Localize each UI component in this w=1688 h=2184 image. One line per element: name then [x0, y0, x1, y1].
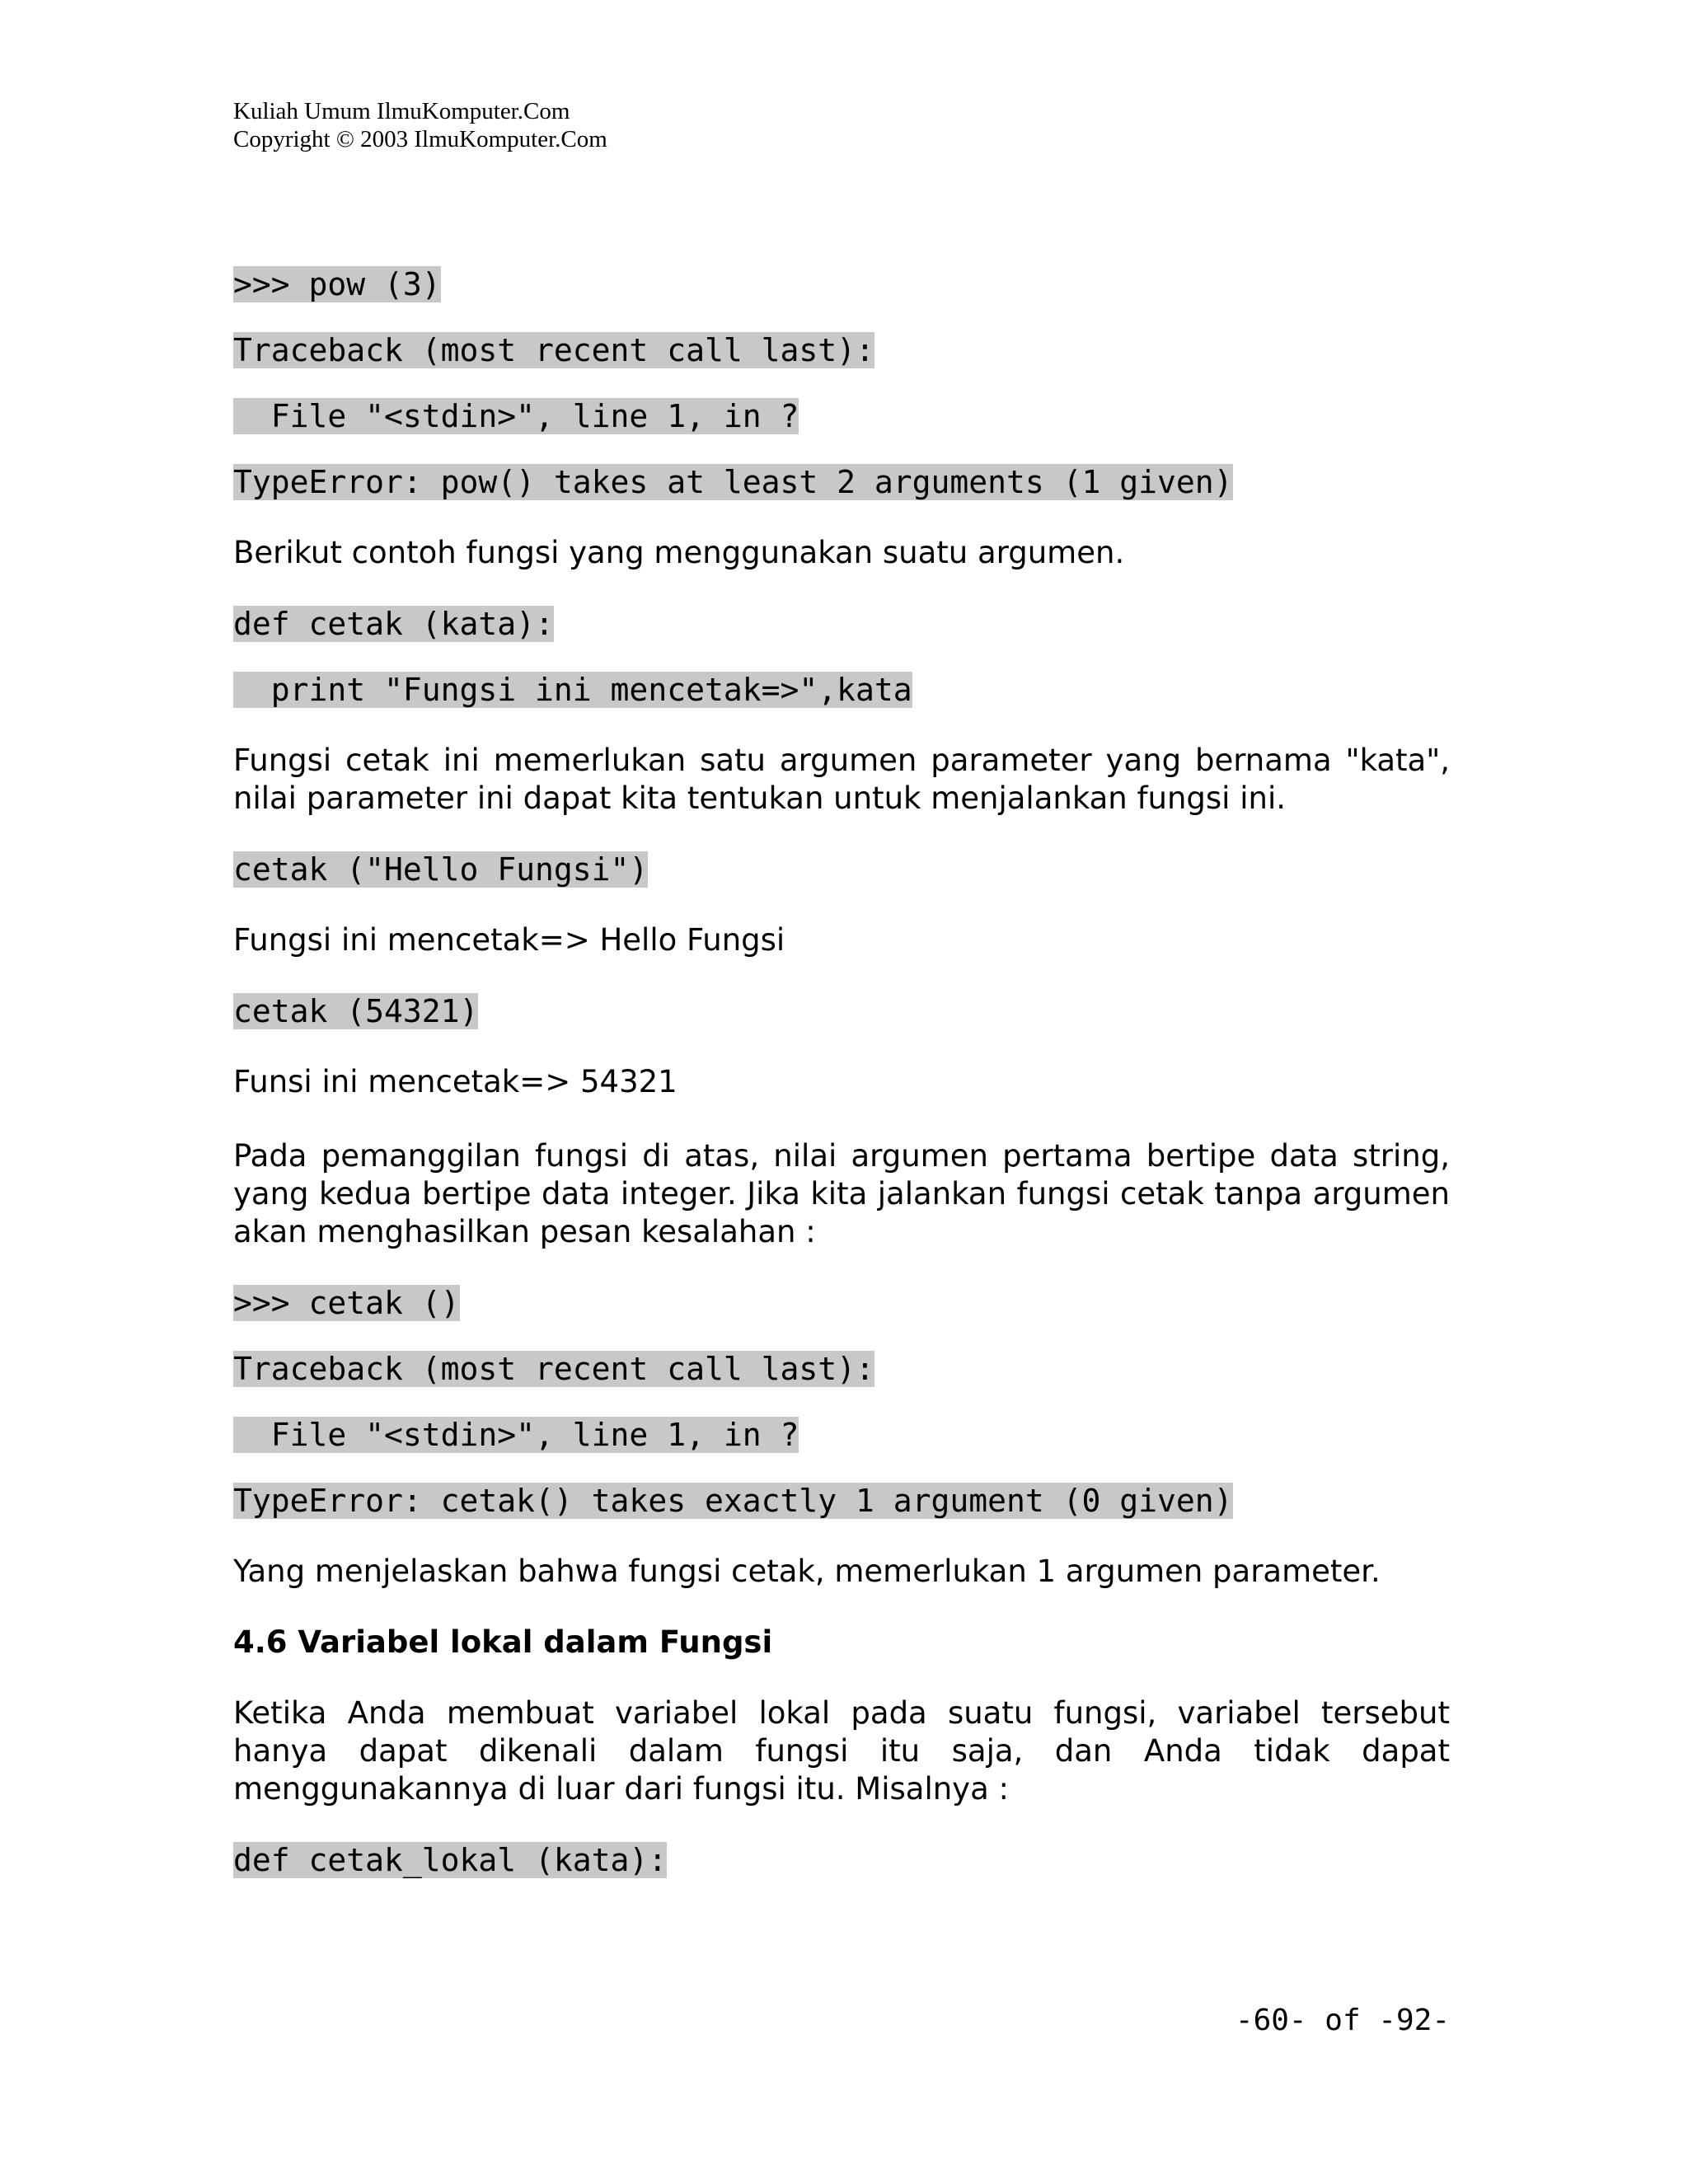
paragraph: Fungsi cetak ini memerlukan satu argumen parameter yang bernama "kata", nilai parameter ini dapat kita tentukan untuk menjalankan fungsi ini.: [233, 743, 1450, 816]
code-line: >>> pow (3): [233, 266, 441, 302]
code-line: print "Fungsi ini mencetak=>",kata: [233, 672, 912, 708]
section-heading: 4.6 Variabel lokal dalam Fungsi: [233, 1624, 773, 1660]
header-copyright: Copyright © 2003 IlmuKomputer.Com: [233, 126, 607, 152]
code-line: def cetak (kata):: [233, 606, 554, 642]
header-title: Kuliah Umum IlmuKomputer.Com: [233, 98, 570, 124]
paragraph: Berikut contoh fungsi yang menggunakan suatu argumen.: [233, 535, 1125, 570]
paragraph: Pada pemanggilan fungsi di atas, nilai argumen pertama bertipe data string, yang kedua bertipe data integer. Jika kita jalankan fungsi cetak tanpa argumen akan menghasilkan pesan kesalahan :: [233, 1138, 1450, 1249]
code-line: def cetak_lokal (kata):: [233, 1842, 668, 1878]
paragraph: Yang menjelaskan bahwa fungsi cetak, memerlukan 1 argumen parameter.: [233, 1554, 1381, 1589]
paragraph: Funsi ini mencetak=> 54321: [233, 1064, 678, 1099]
document-body: [233, 265, 1450, 1907]
code-line: File "<stdin>", line 1, in ?: [233, 1417, 799, 1453]
page-number: -60- of -92-: [1235, 2004, 1450, 2037]
code-line: >>> cetak (): [233, 1285, 460, 1321]
code-line: Traceback (most recent call last):: [233, 332, 874, 368]
code-line: Traceback (most recent call last):: [233, 1351, 874, 1387]
code-line: TypeError: pow() takes at least 2 arguments (1 given): [233, 464, 1233, 500]
paragraph: Fungsi ini mencetak=> Hello Fungsi: [233, 922, 785, 958]
paragraph: Ketika Anda membuat variabel lokal pada suatu fungsi, variabel tersebut hanya dapat dikenali dalam fungsi itu saja, dan Anda tidak dapat menggunakannya di luar dari fungsi itu. Misalnya :: [233, 1695, 1450, 1807]
code-line: cetak (54321): [233, 993, 479, 1029]
code-line: cetak ("Hello Fungsi"): [233, 851, 649, 888]
page-header: [233, 97, 607, 153]
code-line: TypeError: cetak() takes exactly 1 argument (0 given): [233, 1483, 1233, 1519]
code-line: File "<stdin>", line 1, in ?: [233, 398, 799, 434]
